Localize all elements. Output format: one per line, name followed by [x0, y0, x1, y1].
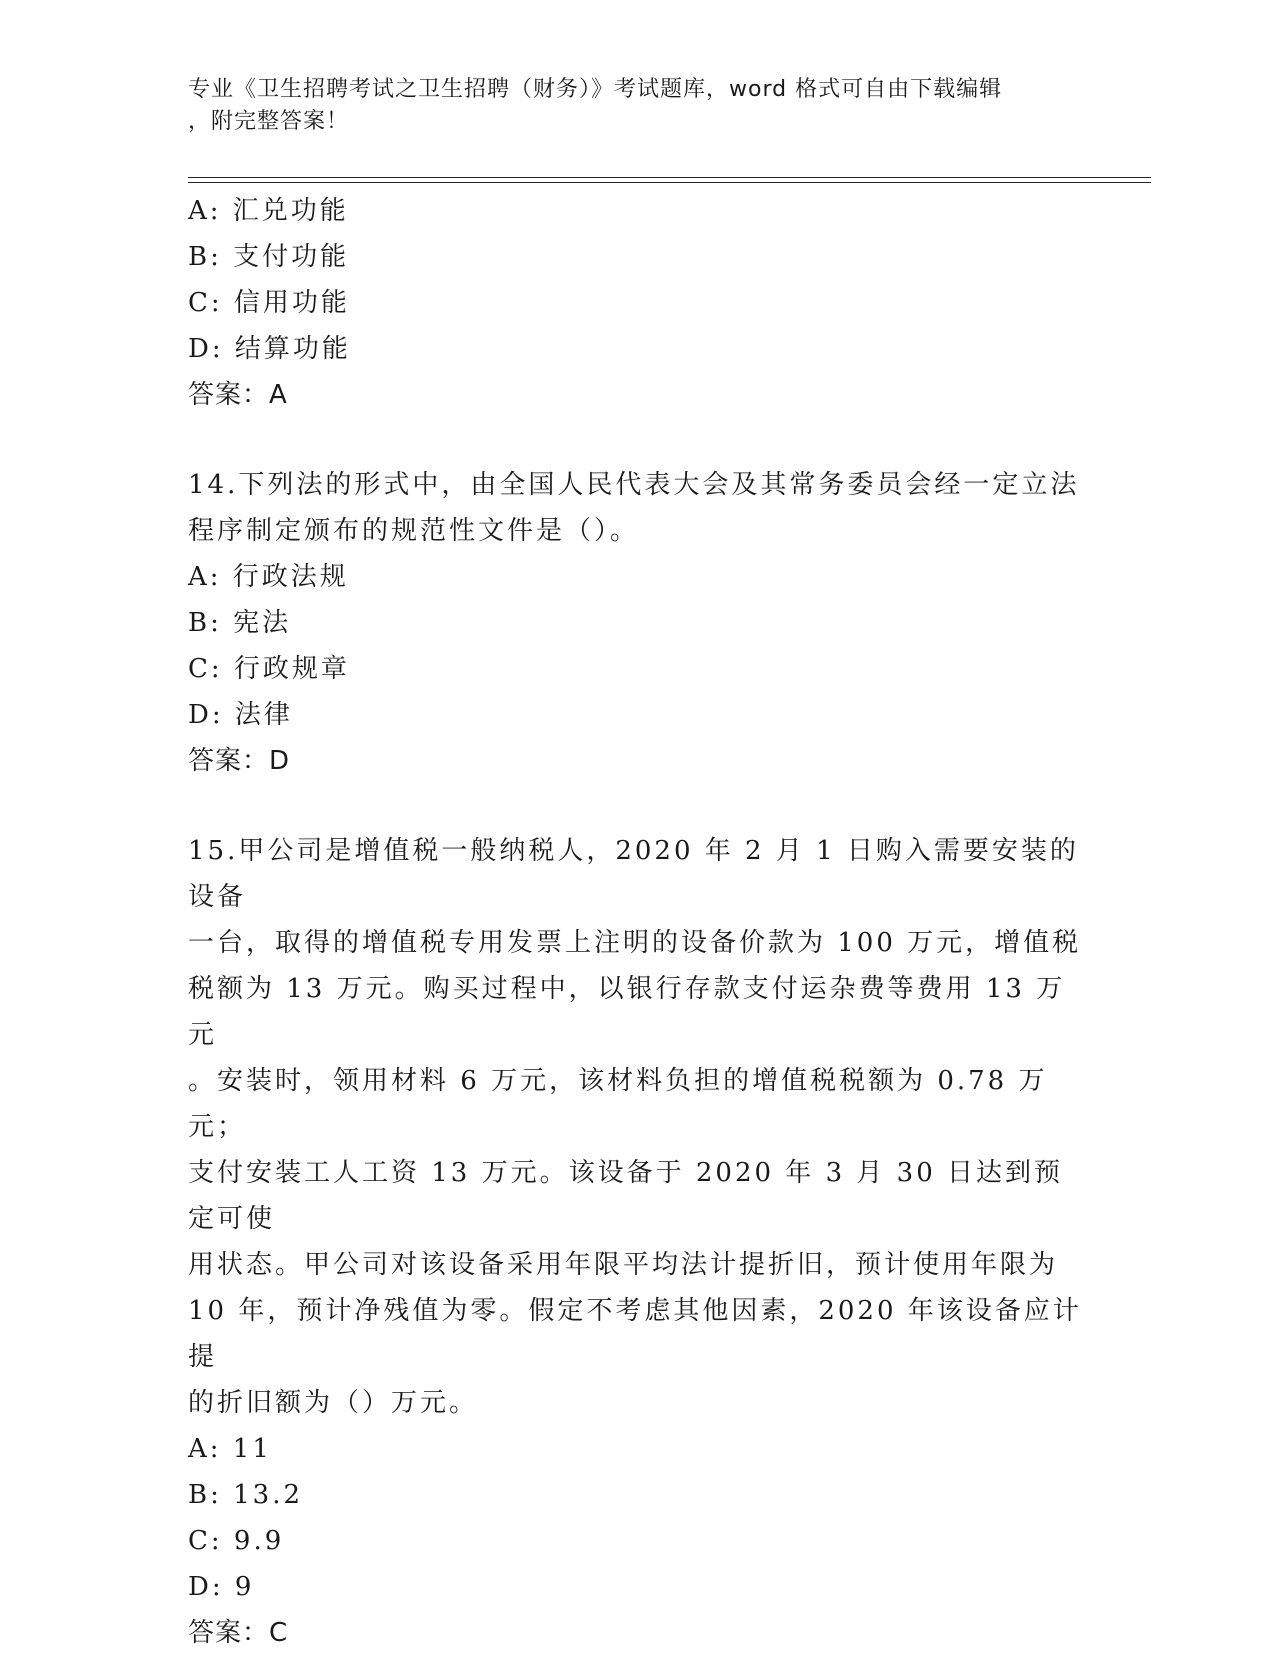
- question-14: [188, 462, 1088, 784]
- header-line-2: ，附完整答案！: [188, 109, 350, 134]
- option-a: A: 11: [188, 1434, 272, 1464]
- header-line-1: 专业《卫生招聘考试之卫生招聘（财务）》考试题库，word 格式可自由下载编辑: [188, 77, 1003, 102]
- answer-label: 答案：C: [188, 1618, 289, 1648]
- option-a: A: 行政法规: [188, 562, 349, 592]
- stem-line: 用状态。甲公司对该设备采用年限平均法计提折旧，预计使用年限为: [188, 1250, 1059, 1280]
- document-body: [188, 188, 1088, 1656]
- stem-line: 支付安装工人工资 13 万元。该设备于 2020 年 3 月 30 日达到预定可使: [188, 1158, 1063, 1234]
- option-b: B: 支付功能: [188, 242, 350, 272]
- stem-line: 15.甲公司是增值税一般纳税人，2020 年 2 月 1 日购入需要安装的设备: [188, 836, 1079, 912]
- answer-label: 答案：A: [188, 380, 288, 410]
- question-13: [188, 188, 1088, 418]
- option-b: B: 13.2: [188, 1480, 304, 1510]
- stem-line: 14.下列法的形式中，由全国人民代表大会及其常务委员会经一定立法: [188, 470, 1080, 500]
- answer-label: 答案：D: [188, 746, 291, 776]
- option-d: D: 9: [188, 1572, 255, 1602]
- spacer: [188, 784, 1088, 828]
- option-c: C: 信用功能: [188, 288, 350, 318]
- stem-line: 10 年，预计净残值为零。假定不考虑其他因素，2020 年该设备应计提: [188, 1296, 1082, 1372]
- option-d: D: 结算功能: [188, 334, 351, 364]
- document-header: [188, 74, 1068, 138]
- option-c: C: 9.9: [188, 1526, 285, 1556]
- header-divider-bottom: [188, 182, 1151, 183]
- stem-line: 一台，取得的增值税专用发票上注明的设备价款为 100 万元，增值税: [188, 928, 1082, 958]
- spacer: [188, 418, 1088, 462]
- question-stem: [188, 462, 1088, 554]
- header-divider-top: [188, 177, 1151, 178]
- option-c: C: 行政规章: [188, 654, 350, 684]
- stem-line: 程序制定颁布的规范性文件是（）。: [188, 516, 640, 546]
- option-a: A: 汇兑功能: [188, 196, 349, 226]
- option-b: B: 宪法: [188, 608, 292, 638]
- option-d: D: 法律: [188, 700, 293, 730]
- stem-line: 。安装时，领用材料 6 万元，该材料负担的增值税税额为 0.78 万元；: [188, 1066, 1048, 1142]
- stem-line: 税额为 13 万元。购买过程中，以银行存款支付运杂费等费用 13 万元: [188, 974, 1066, 1050]
- stem-line: 的折旧额为（）万元。: [188, 1388, 479, 1418]
- question-15: [188, 828, 1088, 1656]
- question-stem: [188, 828, 1088, 1426]
